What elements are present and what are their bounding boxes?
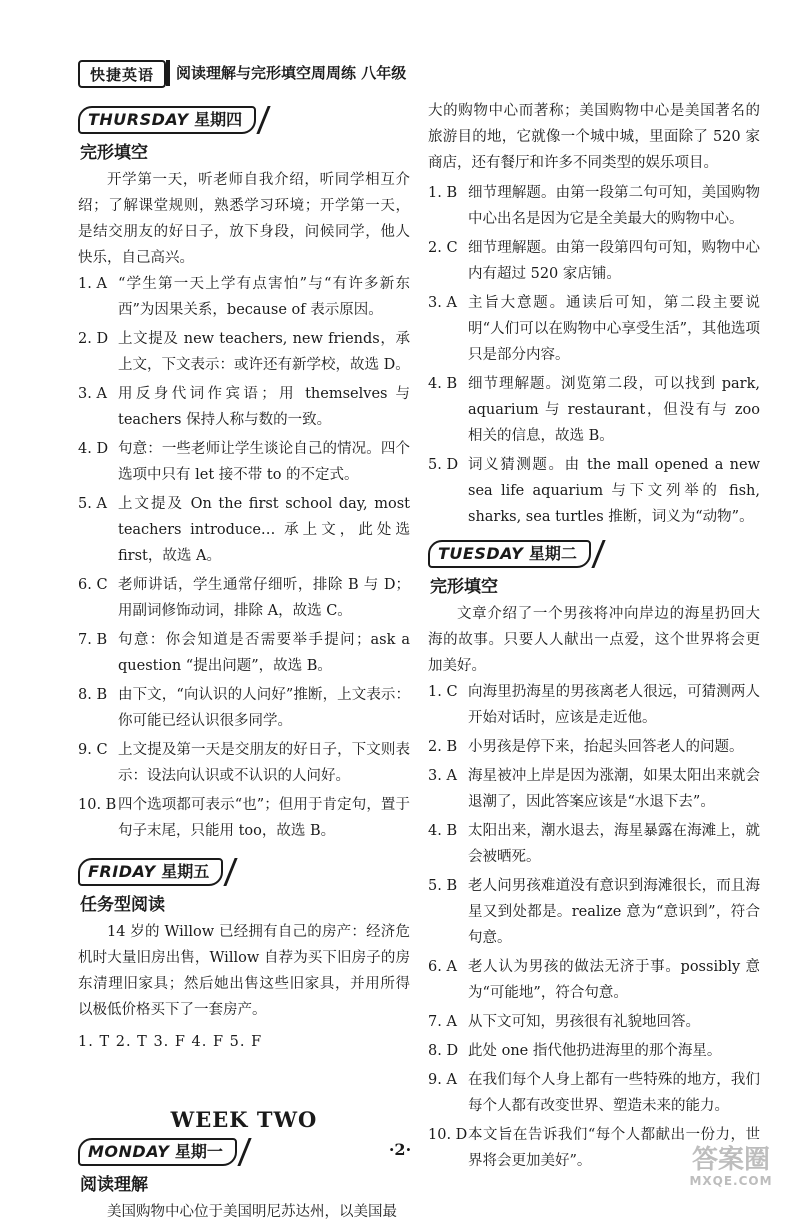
answer-item [78,627,410,679]
answer-explanation: 由下文，“向认识的人问好”推断，上文表示：你可能已经认识很多同学。 [118,687,410,729]
answer-number: 3. A [78,386,107,402]
answer-explanation: 细节理解题。浏览第二段，可以找到 park, aquarium 与 restaurant，但没有与 zoo 相关的信息，故选 B。 [468,376,760,444]
answer-item [428,873,760,951]
day-tag-cn: 星期五 [161,862,210,881]
friday-answers: 1. T 2. T 3. F 4. F 5. F [78,1034,263,1050]
answer-item [78,737,410,789]
answer-number: 7. A [428,1014,457,1030]
tuesday-intro: 文章介绍了一个男孩将冲向岸边的海星扔回大海的故事。只要人人献出一点爱，这个世界将会更加美好。 [428,606,760,674]
answer-explanation: 老师讲话，学生通常仔细听，排除 B 与 D；用副词修饰动词，排除 A，故选 C。 [118,577,410,619]
answer-explanation: 海星被冲上岸是因为涨潮，如果太阳出来就会退潮了，因此答案应该是“水退下去”。 [468,768,760,810]
answer-explanation: 上文提及第一天是交朋友的好日子，下文则表示：设法向认识或不认识的人问好。 [118,742,410,784]
answer-number: 9. A [428,1072,457,1088]
answer-item [428,679,760,731]
answer-explanation: 句意：你会知道是否需要举手提问；ask a question “提出问题”，故选 B。 [118,632,410,674]
answer-number: 8. B [78,687,108,703]
answer-item [428,763,760,815]
answer-number: 4. B [428,376,458,392]
answer-item [78,326,410,378]
watermark [676,1146,786,1192]
day-tag-en: TUESDAY [438,544,524,563]
section-title: 阅读理解 [80,1175,148,1195]
tag-slash [591,540,605,568]
monday-intro: 美国购物中心位于美国明尼苏达州，以美国最 [107,1204,397,1220]
answer-number: 6. A [428,959,457,975]
friday-intro: 14 岁的 Willow 已经拥有自己的房产：经济危机时大量旧房出售，Willow 自荐为买下旧房子的房东清理旧家具；然后她出售这些旧家具，并用所得以极低价格买下了一套房产。 [78,924,410,1018]
answer-number: 1. B [428,185,458,201]
answer-explanation: 细节理解题。由第一段第四句可知，购物中心内有超过 520 家店铺。 [468,240,760,282]
answer-explanation: 主旨大意题。通读后可知，第二段主要说明“人们可以在购物中心享受生活”，其他选项只是部分内容。 [468,295,760,363]
answer-item [78,271,410,323]
answer-number: 1. A [78,276,107,292]
answer-item [428,290,760,368]
answer-explanation: 句意：一些老师让学生谈论自己的情况。四个选项中只有 let 接不带 to 的不定式。 [118,441,410,483]
answer-explanation: 向海里扔海星的男孩离老人很远，可猜测两人开始对话时，应该是走近他。 [468,684,760,726]
answer-item [78,572,410,624]
section-title: 任务型阅读 [80,895,165,915]
tuesday-tag [428,540,760,568]
answer-item [428,1038,760,1064]
answer-number: 5. B [428,878,458,894]
answer-item [428,818,760,870]
answer-item [78,682,410,734]
answer-explanation: 细节理解题。由第一段第二句可知，美国购物中心出名是因为它是全美最大的购物中心。 [468,185,760,227]
thursday-tag [78,106,410,134]
answer-explanation: 此处 one 指代他扔进海里的那个海星。 [468,1043,722,1059]
answer-item [428,235,760,287]
answer-item [78,792,410,844]
book-subtitle: 阅读理解与完形填空周周练 八年级 [176,64,407,82]
monday-intro-continued: 大的购物中心而著称；美国购物中心是美国著名的旅游目的地，它就像一个城中城，里面除了 520 家商店，还有餐厅和许多不同类型的娱乐项目。 [428,103,760,171]
answer-number: 2. D [78,331,109,347]
answer-number: 5. D [428,457,459,473]
answer-number: 1. C [428,684,458,700]
section-title: 完形填空 [430,577,498,597]
answer-item [428,1009,760,1035]
day-tag-cn: 星期二 [528,544,577,563]
header-divider [166,60,170,86]
answer-number: 3. A [428,295,457,311]
page-header [78,60,738,86]
answer-number: 7. B [78,632,108,648]
day-tag-en: THURSDAY [88,110,189,129]
answer-number: 2. C [428,240,458,256]
section-title: 完形填空 [80,143,148,163]
answer-number: 8. D [428,1043,459,1059]
answer-explanation: 上文提及 new teachers, new friends，承上文，下文表示：或许还有新学校，故选 D。 [118,331,410,373]
answer-item [78,381,410,433]
answer-item [428,1067,760,1119]
answer-item [78,491,410,569]
thursday-answer-list [78,271,410,844]
day-tag-cn: 星期一 [174,1142,223,1161]
week-title: WEEK TWO [170,1107,318,1132]
monday-answer-list [428,180,760,530]
answer-number: 9. C [78,742,108,758]
page-number: ·2· [388,1140,412,1159]
answer-explanation: 上文提及 On the first school day, most teachers introduce… 承上文，此处选 first，故选 A。 [118,496,410,564]
tag-slash [224,858,238,886]
answer-item [428,452,760,530]
answer-explanation: 小男孩是停下来，抬起头回答老人的问题。 [468,739,744,755]
answer-item [428,954,760,1006]
right-column [428,98,760,1177]
answer-explanation: 用反身代词作宾语；用 themselves 与 teachers 保持人称与数的一致。 [118,386,410,428]
tag-slash [256,106,270,134]
answer-explanation: 老人认为男孩的做法无济于事。possibly 意为“可能地”，符合句意。 [468,959,760,1001]
answer-explanation: 老人问男孩难道没有意识到海滩很长，而且海星又到处都是。realize 意为“意识到”，符合句意。 [468,878,760,946]
answer-number: 4. D [78,441,109,457]
thursday-intro: 开学第一天，听老师自我介绍，听同学相互介绍；了解课堂规则，熟悉学习环境；开学第一天，是结交朋友的好日子，放下身段，问候同学，他人快乐，自己高兴。 [78,172,410,266]
answer-explanation: 在我们每个人身上都有一些特殊的地方，我们每个人都有改变世界、塑造未来的能力。 [468,1072,760,1114]
answer-number: 2. B [428,739,458,755]
answer-explanation: 太阳出来，潮水退去，海星暴露在海滩上，就会被晒死。 [468,823,760,865]
day-tag-en: FRIDAY [88,862,156,881]
left-column [78,100,410,1225]
answer-item [78,436,410,488]
answer-item [428,371,760,449]
answer-explanation: 本文旨在告诉我们“每个人都献出一份力，世界将会更加美好”。 [468,1127,760,1169]
answer-number: 5. A [78,496,107,512]
answer-explanation: 词义猜测题。由 the mall opened a new sea life aquarium 与下文列举的 fish, sharks, sea turtles 推断，词义为“动物”。 [468,457,760,525]
answer-explanation: 四个选项都可表示“也”；但用于肯定句，置于句子末尾，只能用 too，故选 B。 [118,797,410,839]
watermark-url: MXQE.COM [689,1174,773,1188]
answer-number: 10. D [428,1127,468,1143]
answer-explanation: 从下文可知，男孩很有礼貌地回答。 [468,1014,700,1030]
answer-explanation: “学生第一天上学有点害怕”与“有许多新东西”为因果关系，because of 表示原因。 [118,276,410,318]
answer-number: 3. A [428,768,457,784]
answer-item [428,180,760,232]
book-logo: 快捷英语 [78,60,166,88]
day-tag-cn: 星期四 [194,110,243,129]
answer-number: 10. B [78,797,117,813]
answer-number: 4. B [428,823,458,839]
answer-item [428,734,760,760]
tuesday-answer-list [428,679,760,1174]
answer-number: 6. C [78,577,108,593]
day-tag-en: MONDAY [88,1142,170,1161]
friday-tag [78,858,410,886]
watermark-logo: 答案圈 [691,1145,770,1175]
